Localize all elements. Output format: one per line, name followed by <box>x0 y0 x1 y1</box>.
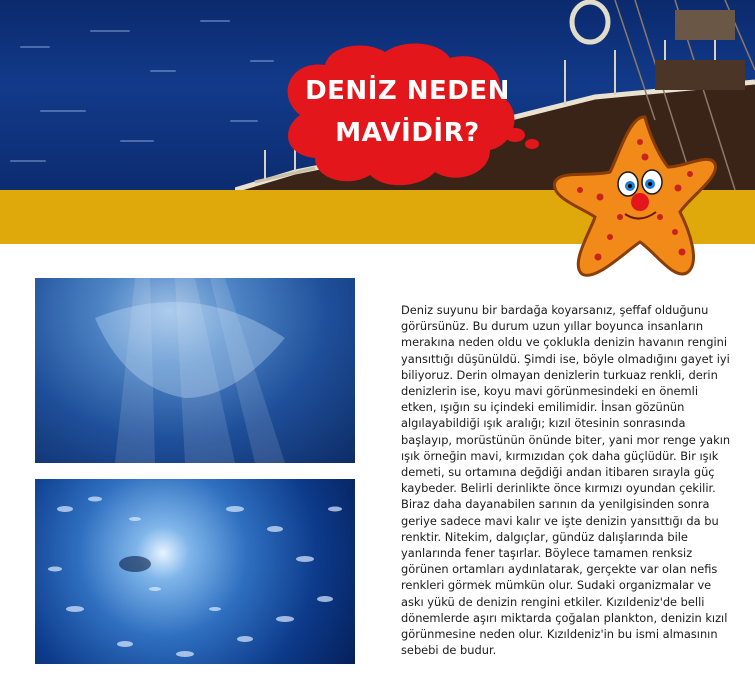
underwater-light-photo <box>35 278 355 463</box>
fish-school-photo <box>35 479 355 664</box>
article-body: Deniz suyunu bir bardağa koyarsanız, şeffaf olduğunu görürsünüz. Bu durum uzun yıllar boyunca insanların merakına neden oldu ve çoklukla denizin havanın rengini yansıttığı düşünüldü. Şimdi ise, böyle olmadığını gayet iyi biliyoruz. Derin olmayan denizlerin turkuaz renkli, derin denizlerin ise, koyu mavi görünmesindeki en önemli etken, ışığın su içindeki emilimidir. İnsan gözünün algılayabildiği ışık aralığı; kızıl ötesinin sonrasında başlayıp, morüstünün önünde biter, yani mor renge yakın ışık örneğin mavi, kırmızıdan çok daha güçlüdür. Bir ışık demeti, su ortamına değdiği andan itibaren sırayla güç kaybeder. Belirli derinlikte önce kırmızı oyundan çekilir. Biraz daha dayanabilen sarının da yenilgisinden sonra geriye sadece mavi kalır ve işte denizin yansıttığı da bu renktir. Nitekim, dalgıçlar, gündüz dalışlarında bile yanlarında fener taşırlar. Böylece tamamen renksiz görünen ortamları aydınlatarak, gerçekte var olan nefis renkleri görmek mümkün olur. Sudaki organizmalar ve askı yükü de denizin rengini etkiler. Kızıldeniz'de belli dönemlerde aşırı miktarda çoğalan plankton, denizin kızıl görünmesine neden olur. Kızıldeniz'in bu ismi almasının sebebi de budur. <box>401 303 731 658</box>
starfish-mascot <box>550 112 720 287</box>
title-line-1: DENİZ NEDEN <box>305 76 510 106</box>
page-title <box>300 70 515 154</box>
title-line-2: MAVİDİR? <box>335 118 480 148</box>
